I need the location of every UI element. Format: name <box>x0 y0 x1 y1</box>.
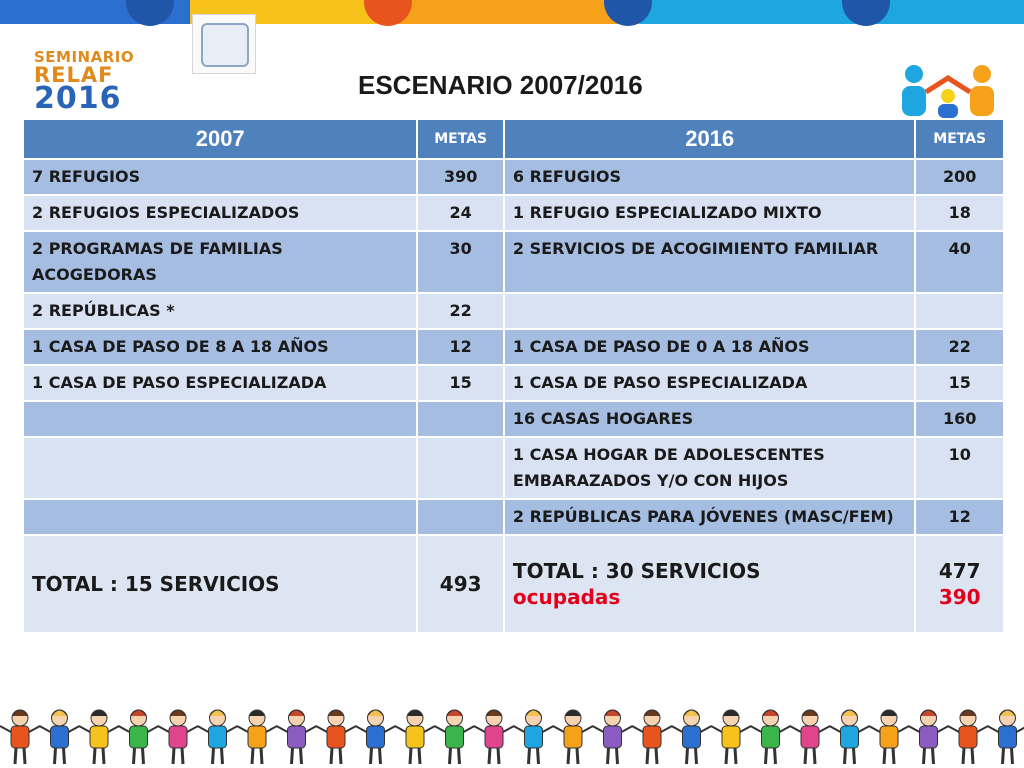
header-metas-right: METAS <box>916 120 1003 158</box>
cell-2016-service: 2 REPÚBLICAS PARA JÓVENES (MASC/FEM) <box>505 500 915 534</box>
cell-2016-meta <box>916 294 1003 328</box>
cell-2007-meta: 12 <box>418 330 503 364</box>
header-2007: 2007 <box>24 120 416 158</box>
cell-2016-meta: 200 <box>916 160 1003 194</box>
cell-2007-meta: 24 <box>418 196 503 230</box>
cell-2016-service: 6 REFUGIOS <box>505 160 915 194</box>
total-2016-values <box>916 536 1003 632</box>
cell-2007-meta: 30 <box>418 232 503 292</box>
header-2016: 2016 <box>505 120 915 158</box>
seminario-relaf-logo <box>34 50 144 118</box>
cell-2016-service: 1 CASA DE PASO DE 0 A 18 AÑOS <box>505 330 915 364</box>
cell-2016-service: 2 SERVICIOS DE ACOGIMIENTO FAMILIAR <box>505 232 915 292</box>
cell-2007-service: 1 CASA DE PASO ESPECIALIZADA <box>24 366 416 400</box>
people-logo-icon <box>898 62 998 118</box>
cell-2016-meta: 40 <box>916 232 1003 292</box>
cell-2007-service <box>24 402 416 436</box>
cell-2007-meta: 22 <box>418 294 503 328</box>
escenario-table <box>22 118 1005 634</box>
logo-line-1: SEMINARIO <box>34 48 135 66</box>
table-row <box>24 500 1003 534</box>
cell-2007-service: 2 REFUGIOS ESPECIALIZADOS <box>24 196 416 230</box>
coat-of-arms-icon <box>192 14 256 74</box>
table-row <box>24 402 1003 436</box>
cell-2007-service: 2 REPÚBLICAS * <box>24 294 416 328</box>
cell-2016-service <box>505 294 915 328</box>
total-2007-label: TOTAL : 15 SERVICIOS <box>24 536 416 632</box>
table-header-row <box>24 120 1003 158</box>
logo-line-2: RELAF <box>34 63 114 87</box>
cell-2016-service: 1 REFUGIO ESPECIALIZADO MIXTO <box>505 196 915 230</box>
cell-2016-meta: 10 <box>916 438 1003 498</box>
cell-2007-meta: 15 <box>418 366 503 400</box>
table-row <box>24 196 1003 230</box>
header-metas-left: METAS <box>418 120 503 158</box>
logo-line-3: 2016 <box>34 81 122 116</box>
table-total-row <box>24 536 1003 632</box>
cell-2007-meta <box>418 438 503 498</box>
table-row <box>24 294 1003 328</box>
cell-2007-service: 7 REFUGIOS <box>24 160 416 194</box>
cell-2016-meta: 18 <box>916 196 1003 230</box>
table-row <box>24 366 1003 400</box>
total-2016-occupied-value: 390 <box>938 585 981 609</box>
page-title: ESCENARIO 2007/2016 <box>358 70 643 100</box>
total-2016-cell <box>505 536 915 632</box>
cell-2007-service <box>24 438 416 498</box>
total-2016-occupied-label: ocupadas <box>512 585 621 609</box>
total-2007-value: 493 <box>418 536 503 632</box>
table-row <box>24 330 1003 364</box>
cell-2016-meta: 12 <box>916 500 1003 534</box>
total-2016-value: 477 <box>938 559 981 583</box>
cell-2016-meta: 160 <box>916 402 1003 436</box>
cell-2016-meta: 15 <box>916 366 1003 400</box>
cell-2016-service: 16 CASAS HOGARES <box>505 402 915 436</box>
table-row <box>24 160 1003 194</box>
table-row <box>24 232 1003 292</box>
cell-2007-service: 1 CASA DE PASO DE 8 A 18 AÑOS <box>24 330 416 364</box>
cell-2007-meta <box>418 500 503 534</box>
cell-2016-meta: 22 <box>916 330 1003 364</box>
cell-2007-service <box>24 500 416 534</box>
cell-2016-service: 1 CASA DE PASO ESPECIALIZADA <box>505 366 915 400</box>
cell-2007-meta <box>418 402 503 436</box>
children-illustration-icon <box>0 704 1024 768</box>
cell-2007-service: 2 PROGRAMAS DE FAMILIAS ACOGEDORAS <box>24 232 416 292</box>
cell-2016-service: 1 CASA HOGAR DE ADOLESCENTES EMBARAZADOS Y/O CON HIJOS <box>505 438 915 498</box>
table-row <box>24 438 1003 498</box>
cell-2007-meta: 390 <box>418 160 503 194</box>
total-2016-label: TOTAL : 30 SERVICIOS <box>512 559 761 583</box>
